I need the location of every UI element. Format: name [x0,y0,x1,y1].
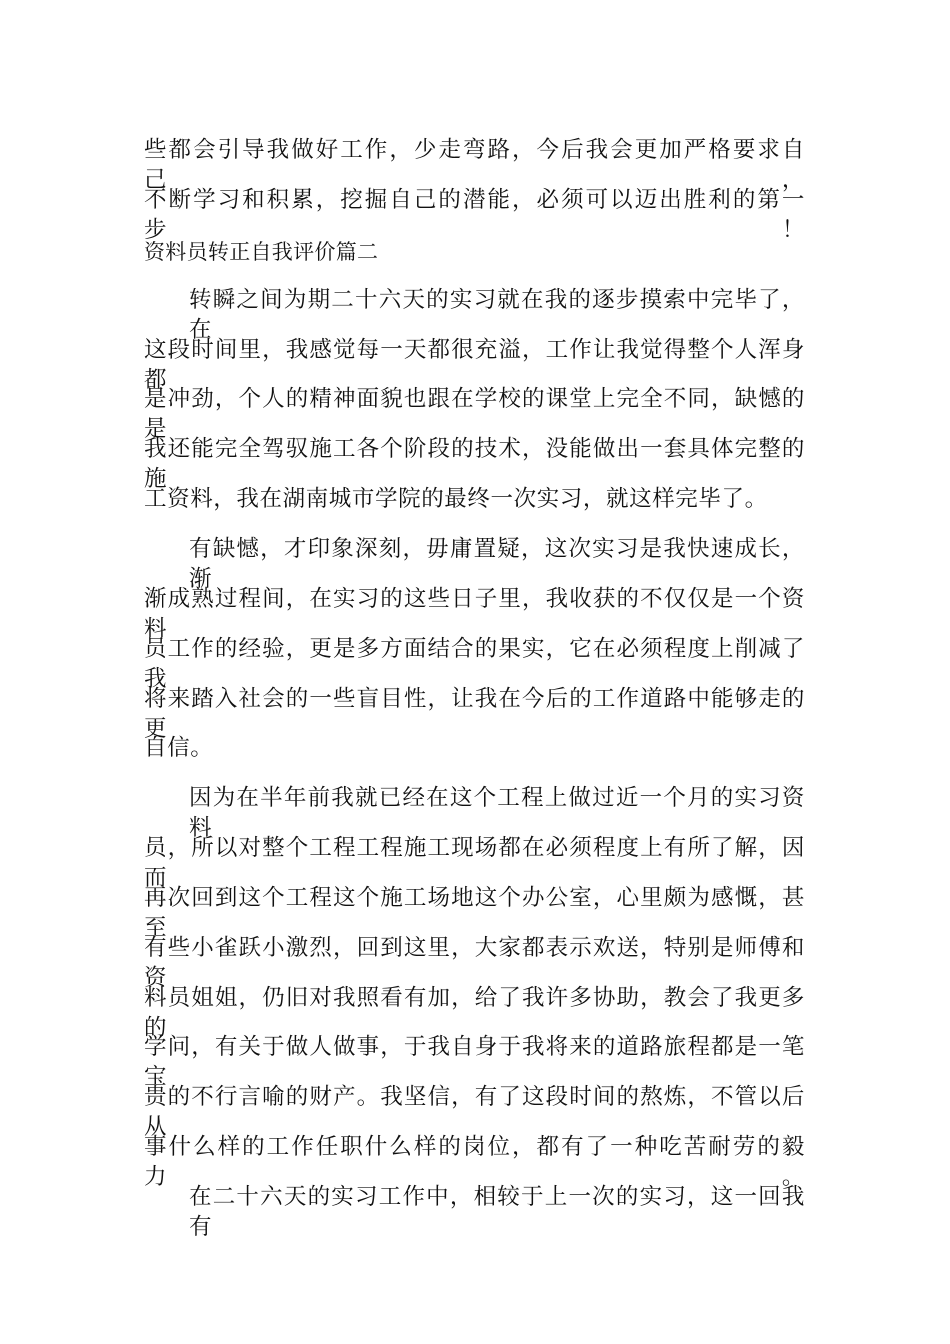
paragraph-line: 员，所以对整个工程工程施工现场都在必须程度上有所了解，因而 [144,835,805,891]
paragraph-line: 贵的不行言喻的财产。我坚信，有了这段时间的熬炼，不管以后从 [144,1084,805,1140]
paragraph-line: 事什么样的工作任职什么样的岗位，都有了一种吃苦耐劳的毅力。 [144,1134,805,1190]
section-title: 资料员转正自我评价篇二 [144,240,379,264]
paragraph-line: 再次回到这个工程这个施工场地这个办公室，心里颇为感慨，甚至 [144,885,805,941]
paragraph-line: 自信。 [144,735,214,761]
paragraph-line: 渐成熟过程间，在实习的这些日子里，我收获的不仅仅是一个资料 [144,586,805,642]
paragraph-line: 这段时间里，我感觉每一天都很充溢，工作让我觉得整个人浑身都 [144,337,805,393]
paragraph-line: 学问，有关于做人做事，于我自身于我将来的道路旅程都是一笔宝 [144,1034,805,1090]
paragraph-line: 我还能完全驾驭施工各个阶段的技术，没能做出一套具体完整的施 [144,436,805,492]
paragraph-line: 料员姐姐，仍旧对我照看有加，给了我许多协助，教会了我更多的 [144,985,805,1041]
paragraph-line: 将来踏入社会的一些盲目性，让我在今后的工作道路中能够走的更 [144,686,805,742]
paragraph-line: 工资料，我在湖南城市学院的最终一次实习，就这样完毕了。 [144,486,768,512]
paragraph-line: 是冲劲，个人的精神面貌也跟在学校的课堂上完全不同，缺憾的是 [144,386,805,442]
text-line: 些都会引导我做好工作，少走弯路，今后我会更加严格要求自己， [144,137,805,193]
paragraph-line: 有些小雀跃小激烈，回到这里，大家都表示欢送，特别是师傅和资 [144,935,805,991]
paragraph-line: 员工作的经验，更是多方面结合的果实，它在必须程度上削减了我 [144,636,805,692]
text-line: 不断学习和积累，挖掘自己的潜能，必须可以迈出胜利的第一步！ [144,187,805,243]
paragraph-line: 因为在半年前我就已经在这个工程上做过近一个月的实习资料 [189,785,805,841]
paragraph-line: 有缺憾，才印象深刻，毋庸置疑，这次实习是我快速成长，渐 [189,536,805,592]
paragraph-line: 转瞬之间为期二十六天的实习就在我的逐步摸索中完毕了，在 [189,287,805,343]
paragraph-line: 在二十六天的实习工作中，相较于上一次的实习，这一回我有 [189,1184,805,1240]
